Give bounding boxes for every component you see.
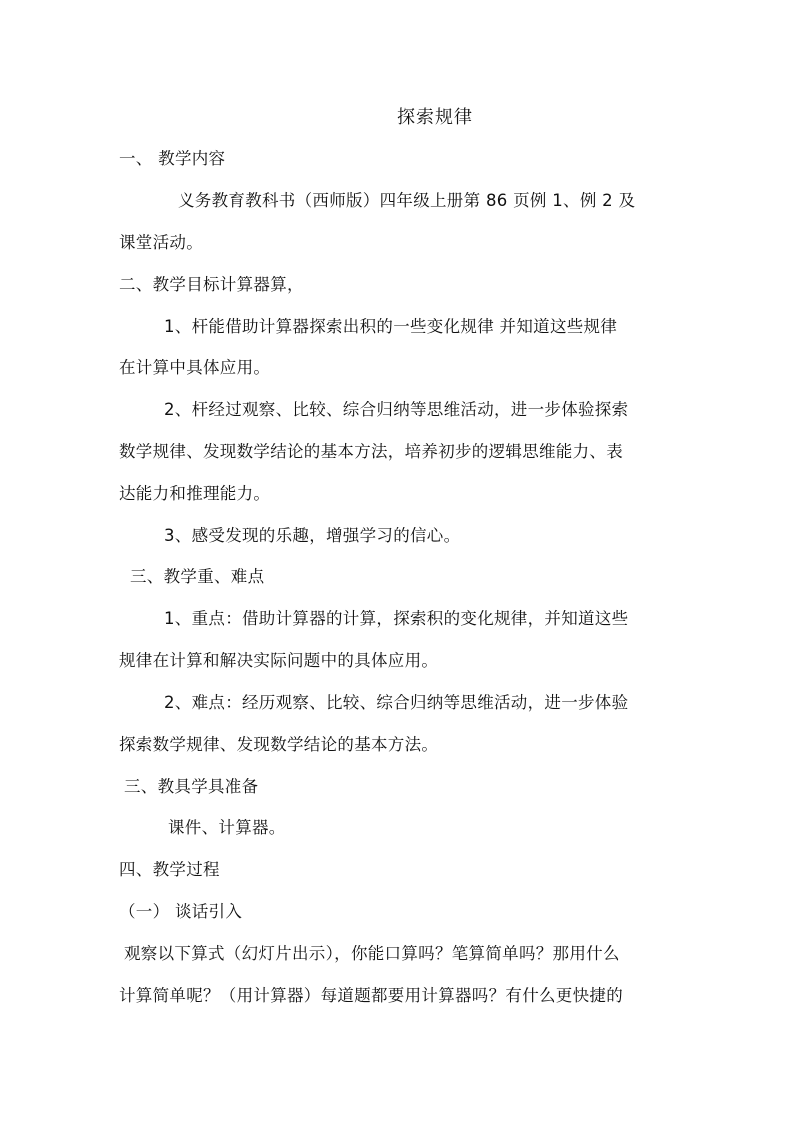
paragraph-line: 规律在计算和解决实际问题中的具体应用。 [119,651,439,670]
paragraph-line: 课堂活动。 [119,233,203,252]
section-heading-process: 四、教学过程 [119,860,220,879]
paragraph-line: 计算简单呢？（用计算器）每道题都要用计算器吗？有什么更快捷的 [119,986,623,1005]
paragraph-line: 义务教育教科书（西师版）四年级上册第 86 页例 1、例 2 及 [178,191,636,210]
paragraph-line: 2、难点：经历观察、比较、综合归纳等思维活动，进一步体验 [164,693,629,712]
section-heading-key-points: 三、教学重、难点 [130,567,265,586]
paragraph-line: 课件、计算器。 [168,818,286,837]
section-heading-materials: 三、教具学具准备 [124,777,259,796]
section-heading-goals: 二、教学目标计算器算， [119,275,304,294]
paragraph-line: 达能力和推理能力。 [119,484,271,503]
subsection-heading: （一） 谈话引入 [119,902,243,921]
paragraph-line: 2、杆经过观察、比较、综合归纳等思维活动，进一步体验探索 [164,400,629,419]
paragraph-line: 数学规律、发现数学结论的基本方法，培养初步的逻辑思维能力、表 [119,442,623,461]
paragraph-line: 1、重点：借助计算器的计算，探索积的变化规律，并知道这些 [164,609,629,628]
paragraph-line: 在计算中具体应用。 [119,358,271,377]
paragraph-line: 探索数学规律、发现数学结论的基本方法。 [119,735,439,754]
paragraph-line: 观察以下算式（幻灯片出示），你能口算吗？笔算简单吗？那用什么 [124,944,620,963]
section-heading-content: 一、 教学内容 [119,149,226,168]
paragraph-line: 3、感受发现的乐趣，增强学习的信心。 [164,526,461,545]
document-title: 探索规律 [397,107,473,128]
paragraph-line: 1、杆能借助计算器探索出积的一些变化规律 并知道这些规律 [164,317,618,336]
